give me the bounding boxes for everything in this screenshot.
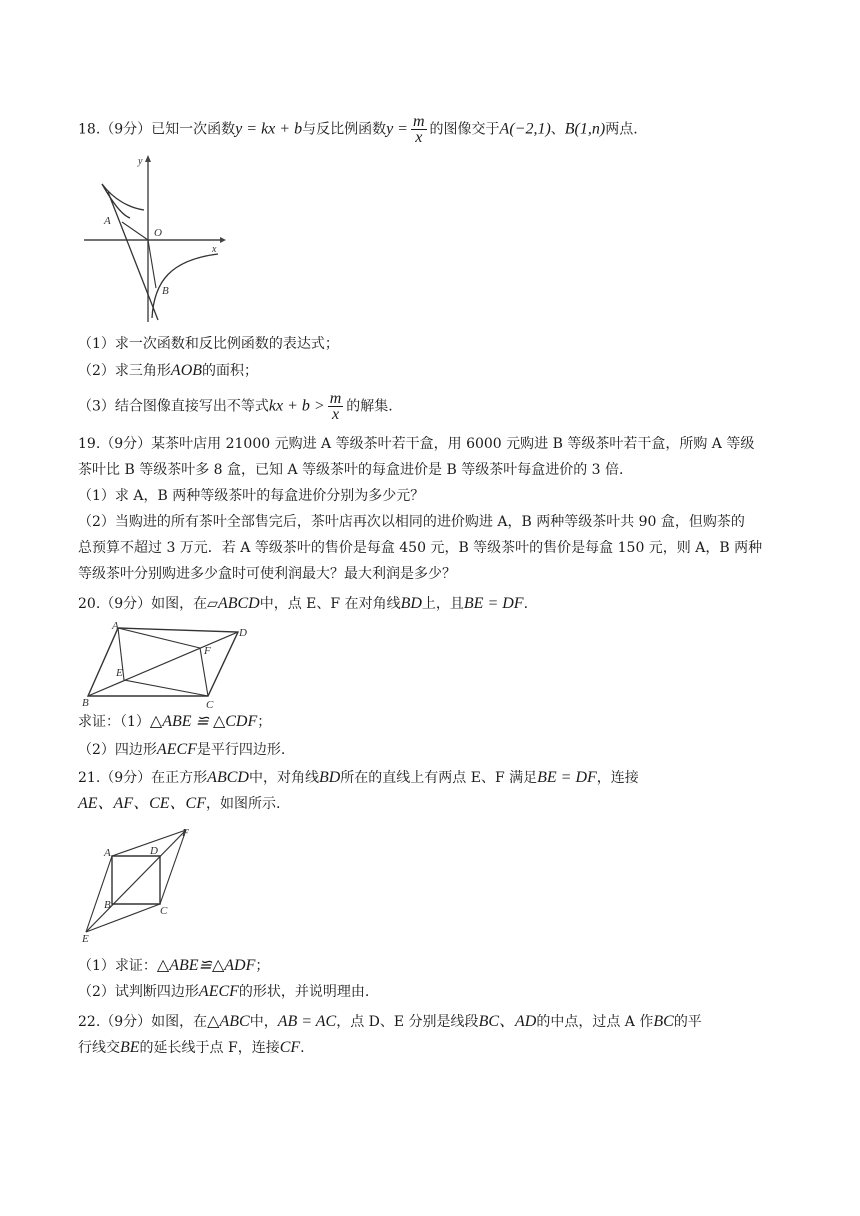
q18-point-b: B(1,n) [564, 120, 606, 138]
q18-part3-fraction [328, 391, 344, 422]
q18-part3-math: kx + b > [268, 397, 325, 415]
x-axis-arrow-icon [220, 237, 226, 243]
segment-ec [124, 680, 208, 696]
q20-head: 20.（9分）如图，在 [78, 596, 208, 612]
label-b: B [162, 285, 169, 297]
q18-part2-pre: （2）求三角形 [78, 363, 171, 379]
q18-part2 [78, 362, 258, 380]
label-a: A [104, 215, 111, 227]
q21-part2-pre: （2）试判断四边形 [78, 984, 199, 1000]
label-f: F [182, 827, 189, 839]
segment-af [112, 830, 186, 856]
q18-part2-post: 的面积； [202, 363, 259, 379]
q20-part1-post: ； [257, 714, 272, 730]
q19-text4: （2）当购进的所有茶叶全部售完后，茶叶店再次以相同的进价购进 A，B 两种等级茶叶共 90 盒，但购茶的 [78, 514, 745, 530]
fraction-numerator: m [329, 390, 342, 407]
q22-line2-pre: 行线交 [78, 1040, 120, 1056]
q21-segments: AE、AF、CE、CF [78, 795, 206, 812]
q20-mid2: 上，且 [421, 596, 464, 612]
q18-linear-eq: y = kx + b [235, 120, 303, 138]
q21-square-figure [78, 824, 198, 944]
q18-tail: 的图像交于 [429, 121, 500, 138]
q18-stem [78, 114, 638, 145]
q22-cf: CF [279, 1039, 301, 1056]
q18-part3-pre: （3）结合图像直接写出不等式 [78, 398, 269, 415]
q21-mid2: 所在的直线上有两点 E、F 满足 [340, 770, 538, 786]
label-x: x [212, 244, 217, 255]
q19-text1: 19.（9分）某茶叶店用 21000 元购进 A 等级茶叶若干盒，用 6000 元购进 B 等级茶叶若干盒，所购 A 等级 [78, 436, 755, 452]
segment-ob [148, 240, 156, 288]
label-a: A [112, 620, 119, 632]
segment-ce [86, 904, 160, 932]
q18-sep: 、 [550, 121, 565, 138]
q18-fraction [411, 114, 427, 145]
q20-abcd: ABCD [217, 595, 260, 612]
label-e: E [82, 933, 89, 944]
q20-part2-post: 是平行四边形. [196, 742, 286, 758]
q20-eq: BE = DF [463, 595, 524, 612]
q21-part2-post: 的形状，并说明理由. [238, 984, 370, 1000]
q21-eq: BE = DF [537, 769, 597, 786]
q21-bd: BD [318, 769, 341, 786]
q18-part3-post: 的解集. [346, 398, 393, 415]
diagonal-bd [88, 632, 238, 696]
q21-stem [78, 769, 639, 787]
q18-graph-figure [80, 152, 230, 324]
q22-mid: 中， [249, 1014, 278, 1030]
q18-part3 [78, 391, 393, 422]
q22-line2-end: . [300, 1040, 305, 1056]
q19-line1 [78, 435, 754, 453]
q21-line2-post: ，如图所示. [206, 796, 281, 812]
q22-end: 的平 [673, 1014, 702, 1030]
q18-part1 [78, 335, 339, 353]
q21-part2-math: AECF [198, 983, 239, 1000]
q22-bc: BC [653, 1013, 674, 1030]
label-f: F [204, 645, 211, 657]
label-e: E [116, 667, 123, 679]
q20-part2-pre: （2）四边形 [78, 742, 157, 758]
q19-line5 [78, 539, 762, 557]
q21-part1-post: ； [255, 958, 270, 974]
q20-parallelogram-figure [80, 620, 260, 710]
q18-part2-math: AOB [170, 362, 203, 379]
fraction-denominator: x [331, 406, 340, 423]
q19-text2: 茶叶比 B 等级茶叶多 8 盒，已知 A 等级茶叶的每盒进价是 B 等级茶叶每盒进价的 3 倍. [78, 462, 624, 478]
q19-text5: 总预算不超过 3 万元．若 A 等级茶叶的售价是每盒 450 元，B 等级茶叶的售价是每盒 150 元，则 A，B 两种 [78, 540, 763, 556]
q18-mid: 与反比例函数 [302, 121, 387, 138]
label-o: O [154, 227, 162, 239]
label-c: C [206, 699, 214, 710]
q22-eq: AB = AC [277, 1013, 337, 1030]
y-axis-arrow-icon [145, 155, 151, 162]
fraction-numerator: m [412, 113, 425, 130]
label-b: B [104, 899, 111, 911]
q21-end: ，连接 [596, 770, 639, 786]
q19-line3 [78, 487, 424, 505]
q22-head: 22.（9分）如图，在 [78, 1014, 208, 1030]
fraction-denominator: x [415, 129, 423, 146]
q20-part1-pre: 求证：（1） [78, 714, 150, 730]
parallelogram-icon: ▱ [207, 596, 218, 612]
q18-inverse-eq: y = [386, 120, 408, 138]
label-a: A [104, 847, 111, 859]
q22-be: BE [120, 1039, 140, 1056]
q20-stem [78, 595, 528, 613]
q18-point-a: A(−2,1) [499, 120, 551, 138]
q21-part1-pre: （1）求证： [78, 958, 157, 974]
q18-part1-text: （1）求一次函数和反比例函数的表达式； [78, 336, 339, 352]
q22-segments: BC、AD [478, 1013, 537, 1030]
q21-part2 [78, 983, 369, 1001]
q19-text6: 等级茶叶分别购进多少盒时可使利润最大？最大利润是多少？ [78, 566, 456, 582]
q22-stem [78, 1013, 702, 1031]
q21-head: 21.（9分）在正方形 [78, 770, 208, 786]
q20-mid: 中，点 E、F 在对角线 [259, 596, 401, 612]
q18-head: 18.（9分）已知一次函数 [78, 121, 236, 138]
q18-tail2: 两点. [605, 121, 638, 138]
label-d: D [239, 627, 247, 639]
q21-part1-math: △ABE≌△ADF [156, 957, 256, 974]
q20-part1 [78, 713, 271, 731]
q21-stem-line2 [78, 795, 280, 813]
line-ef-through-bd [86, 830, 186, 932]
q20-part1-math: △ABE ≌ △CDF [149, 713, 258, 730]
q21-part1 [78, 957, 269, 975]
q20-part2-math: AECF [156, 741, 197, 758]
label-b: B [82, 697, 89, 709]
q19-line6 [78, 565, 456, 583]
q22-stem-line2 [78, 1039, 305, 1057]
segment-ae [86, 856, 112, 932]
q20-bd: BD [400, 595, 422, 612]
q19-line2 [78, 461, 623, 479]
q22-line2-mid: 的延长线于点 F，连接 [139, 1040, 280, 1056]
q20-part2 [78, 741, 285, 759]
q21-mid: 中，对角线 [248, 770, 319, 786]
label-c: C [160, 905, 168, 917]
q19-text3: （1）求 A，B 两种等级茶叶的每盒进价分别为多少元？ [78, 488, 425, 504]
segment-cf [160, 830, 186, 904]
q19-line4 [78, 513, 745, 531]
q20-end: . [523, 596, 529, 612]
label-d: D [150, 845, 158, 857]
q21-abcd: ABCD [207, 769, 249, 786]
q22-mid2: ，点 D、E 分别是线段 [336, 1014, 479, 1030]
q22-triangle: △ABC [207, 1013, 250, 1030]
hyperbola-branch-left [102, 184, 144, 210]
label-y: y [138, 156, 143, 167]
q22-mid3: 的中点，过点 A 作 [536, 1014, 654, 1030]
